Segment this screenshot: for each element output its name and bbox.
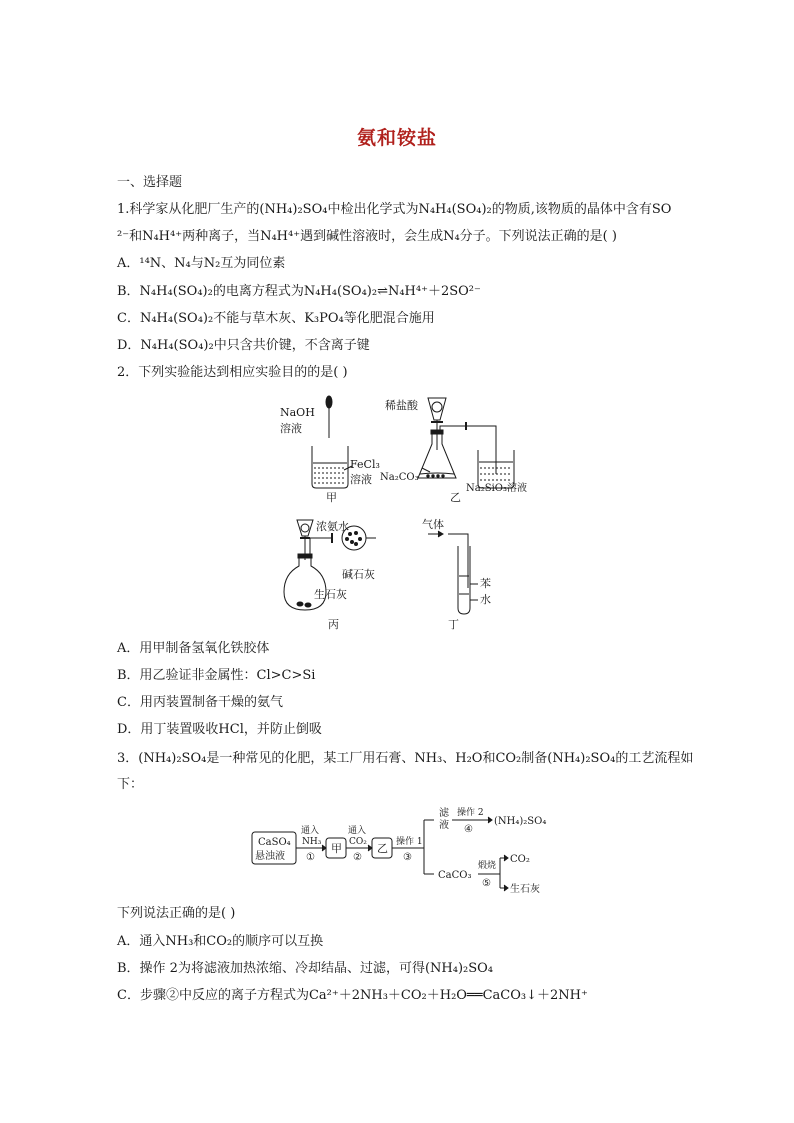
q2-stem: 2．下列实验能达到相应实验目的的是( ) <box>117 365 348 380</box>
flow-output-quicklime: 生石灰 <box>510 884 540 895</box>
q2-option-d: D．用丁装置吸收HCl，并防止倒吸 <box>117 722 322 737</box>
q1-option-d: D．N₄H₄(SO₄)₂中只含共价键，不含离子键 <box>117 338 370 353</box>
flow-start-label2: 悬浊液 <box>255 851 285 862</box>
ding-gas: 气体 <box>422 518 444 531</box>
flow-step1-text: 通入 <box>301 826 320 836</box>
bing-liquid: 浓氨水 <box>316 520 349 533</box>
q3-process-flow-diagram <box>248 800 558 895</box>
flow-product: (NH₄)₂SO₄ <box>494 816 547 827</box>
flow-box-yi-label: 乙 <box>377 842 388 855</box>
bing-label: 丙 <box>328 618 339 631</box>
section-heading: 一、选择题 <box>117 175 183 190</box>
q2-apparatus-figure <box>270 388 530 638</box>
apparatus-yi <box>418 398 514 488</box>
flow-box-jia-label: 甲 <box>331 842 342 855</box>
apparatus-ding <box>428 531 478 614</box>
bing-solid: 生石灰 <box>314 588 347 601</box>
ding-label: 丁 <box>448 618 459 631</box>
jia-reagent-naoh: NaOH <box>280 406 315 419</box>
flow-filtrate-label1: 滤 <box>439 808 449 819</box>
yi-solution: Na₂SiO₃溶液 <box>466 483 527 494</box>
jia-reagent-naoh-solution: 溶液 <box>280 422 302 435</box>
page-title: 氨和铵盐 <box>356 127 437 149</box>
q2-option-a: A．用甲制备氢氧化铁胶体 <box>117 641 270 656</box>
yi-label: 乙 <box>450 491 461 504</box>
q1-option-a: A．¹⁴N、N₄与N₂互为同位素 <box>117 256 286 271</box>
flow-step3-number: ③ <box>403 852 412 863</box>
q1-stem-line1: 1.科学家从化肥厂生产的(NH₄)₂SO₄中检出化学式为N₄H₄(SO₄)₂的物质,该物质的晶体中含有SO <box>117 202 672 217</box>
flow-step1-number: ① <box>306 852 315 863</box>
q3-stem-line1: 3．(NH₄)₂SO₄是一种常见的化肥，某工厂用石膏、NH₃、H₂O和CO₂制备(NH₄)₂SO₄的工艺流程如 <box>117 751 694 766</box>
q1-stem-line2: ²⁻和N₄H⁴⁺两种离子，当N₄H⁴⁺遇到碱性溶液时，会生成N₄分子。下列说法正确的是( ) <box>117 229 617 244</box>
flow-step2-reagent: CO₂ <box>349 837 367 847</box>
flow-solid: CaCO₃ <box>438 870 472 881</box>
q3-option-c: C．步骤②中反应的离子方程式为Ca²⁺＋2NH₃＋CO₂＋H₂O══CaCO₃↓＋2NH⁺ <box>117 988 588 1003</box>
bing-dryer: 碱石灰 <box>342 568 375 581</box>
flow-step5-number: ⑤ <box>482 878 491 889</box>
q1-option-b: B．N₄H₄(SO₄)₂的电离方程式为N₄H₄(SO₄)₂⇌N₄H⁴⁺＋2SO²⁻ <box>117 284 481 299</box>
q3-option-a: A．通入NH₃和CO₂的顺序可以互换 <box>117 934 324 949</box>
flow-start-label: CaSO₄ <box>258 837 291 848</box>
apparatus-jia <box>312 396 352 488</box>
flow-step1-reagent: NH₃ <box>302 837 322 847</box>
flow-step3-text: 操作 1 <box>396 837 423 847</box>
jia-reagent-fecl3-solution: 溶液 <box>350 473 372 486</box>
yi-acid: 稀盐酸 <box>385 399 418 412</box>
jia-label: 甲 <box>326 491 337 504</box>
flow-step5-text: 煅烧 <box>478 861 497 871</box>
ding-upper-liquid: 苯 <box>480 577 491 590</box>
flow-step4-number: ④ <box>464 824 473 835</box>
q3-stem-line2: 下： <box>117 777 144 792</box>
q1-option-c: C．N₄H₄(SO₄)₂不能与草木灰、K₃PO₄等化肥混合施用 <box>117 311 435 326</box>
flow-output-co2: CO₂ <box>510 854 530 865</box>
flow-filtrate-label2: 液 <box>439 820 449 831</box>
q3-question: 下列说法正确的是( ) <box>117 906 236 921</box>
flow-step4-text: 操作 2 <box>457 808 484 818</box>
q2-option-b: B．用乙验证非金属性：Cl>C>Si <box>117 668 316 683</box>
flow-step2-number: ② <box>353 852 362 863</box>
yi-solid: Na₂CO₃ <box>380 472 419 483</box>
flow-step2-text: 通入 <box>348 826 367 836</box>
ding-lower-liquid: 水 <box>480 593 491 606</box>
q3-option-b: B．操作 2为将滤液加热浓缩、冷却结晶、过滤，可得(NH₄)₂SO₄ <box>117 961 494 976</box>
q2-option-c: C．用丙装置制备干燥的氨气 <box>117 695 283 710</box>
jia-reagent-fecl3: FeCl₃ <box>350 458 380 471</box>
